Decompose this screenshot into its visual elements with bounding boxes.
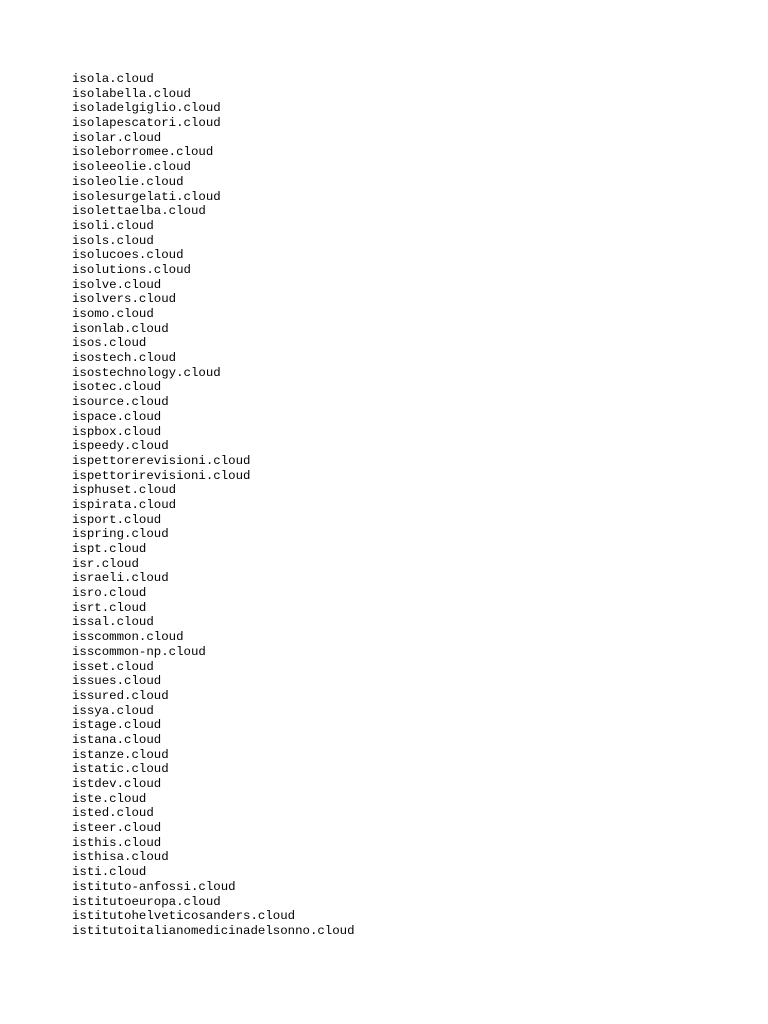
domain-line: isrt.cloud (72, 600, 147, 615)
domain-line: ispace.cloud (72, 409, 162, 424)
domain-line: isoleeolie.cloud (72, 160, 191, 175)
domain-line: issues.cloud (72, 674, 162, 689)
domain-line: isr.cloud (72, 556, 139, 571)
domain-line: isolapescatori.cloud (72, 116, 221, 131)
domain-line: isolutions.cloud (72, 262, 191, 277)
domain-line: istdev.cloud (72, 777, 162, 791)
domain-line: isscommon-np.cloud (72, 644, 206, 659)
domain-line: isoleborromee.cloud (72, 145, 214, 160)
domain-line: isolucoes.cloud (72, 248, 184, 263)
domain-line: isthisa.cloud (72, 850, 169, 865)
domain-line: ispring.cloud (72, 527, 169, 542)
domain-line: isphuset.cloud (72, 483, 177, 498)
domain-line: istitutoitalianomedicinadelsonno.cloud (72, 923, 355, 938)
domain-line: isolar.cloud (72, 130, 162, 145)
domain-line: ispeedy.cloud (72, 439, 169, 454)
domain-line: isolettaelba.cloud (72, 204, 206, 219)
domain-line: isolvers.cloud (72, 292, 177, 307)
domain-line: isolabella.cloud (72, 86, 191, 101)
domain-line: isola.cloud (72, 72, 154, 86)
domain-line: issured.cloud (72, 688, 169, 703)
domain-line: istana.cloud (72, 732, 162, 747)
domain-line: ispirata.cloud (72, 497, 177, 512)
domain-line: isols.cloud (72, 233, 154, 248)
domain-line: isotec.cloud (72, 380, 162, 395)
domain-line: isomo.cloud (72, 307, 154, 321)
domain-line: isos.cloud (72, 336, 147, 351)
domain-line: isource.cloud (72, 395, 169, 410)
domain-line: istage.cloud (72, 718, 162, 733)
domain-line: isolve.cloud (72, 277, 162, 292)
domain-line: isostechnology.cloud (72, 365, 221, 380)
domain-line: isro.cloud (72, 586, 147, 601)
domain-line: istitutoeuropa.cloud (72, 894, 221, 909)
domain-line: isthis.cloud (72, 835, 162, 850)
domain-line: isteer.cloud (72, 821, 162, 836)
domain-line: isscommon.cloud (72, 630, 184, 645)
domain-line: isted.cloud (72, 806, 154, 821)
domain-line: ispt.cloud (72, 542, 147, 556)
domain-line: isoli.cloud (72, 218, 154, 233)
domain-line: ispbox.cloud (72, 424, 162, 439)
domain-line: issya.cloud (72, 703, 154, 718)
domain-line: isostech.cloud (72, 351, 177, 366)
domain-line: istituto-anfossi.cloud (72, 879, 236, 894)
domain-line: isoladelgiglio.cloud (72, 101, 221, 116)
domain-line: isport.cloud (72, 512, 162, 527)
domain-line: isset.cloud (72, 659, 154, 674)
domain-line: israeli.cloud (72, 571, 169, 586)
domain-line: ispettorirevisioni.cloud (72, 468, 251, 483)
domain-line: isolesurgelati.cloud (72, 189, 221, 204)
domain-line: istatic.cloud (72, 762, 169, 777)
domain-line: istitutohelveticosanders.cloud (72, 909, 296, 924)
domain-line: isonlab.cloud (72, 321, 169, 336)
domain-line: isti.cloud (72, 865, 147, 880)
domain-line: ispettorerevisioni.cloud (72, 453, 251, 468)
domain-list (72, 72, 355, 939)
domain-line: issal.cloud (72, 615, 154, 630)
domain-line: iste.cloud (72, 791, 147, 806)
domain-line: istanze.cloud (72, 747, 169, 762)
domain-line: isoleolie.cloud (72, 174, 184, 189)
